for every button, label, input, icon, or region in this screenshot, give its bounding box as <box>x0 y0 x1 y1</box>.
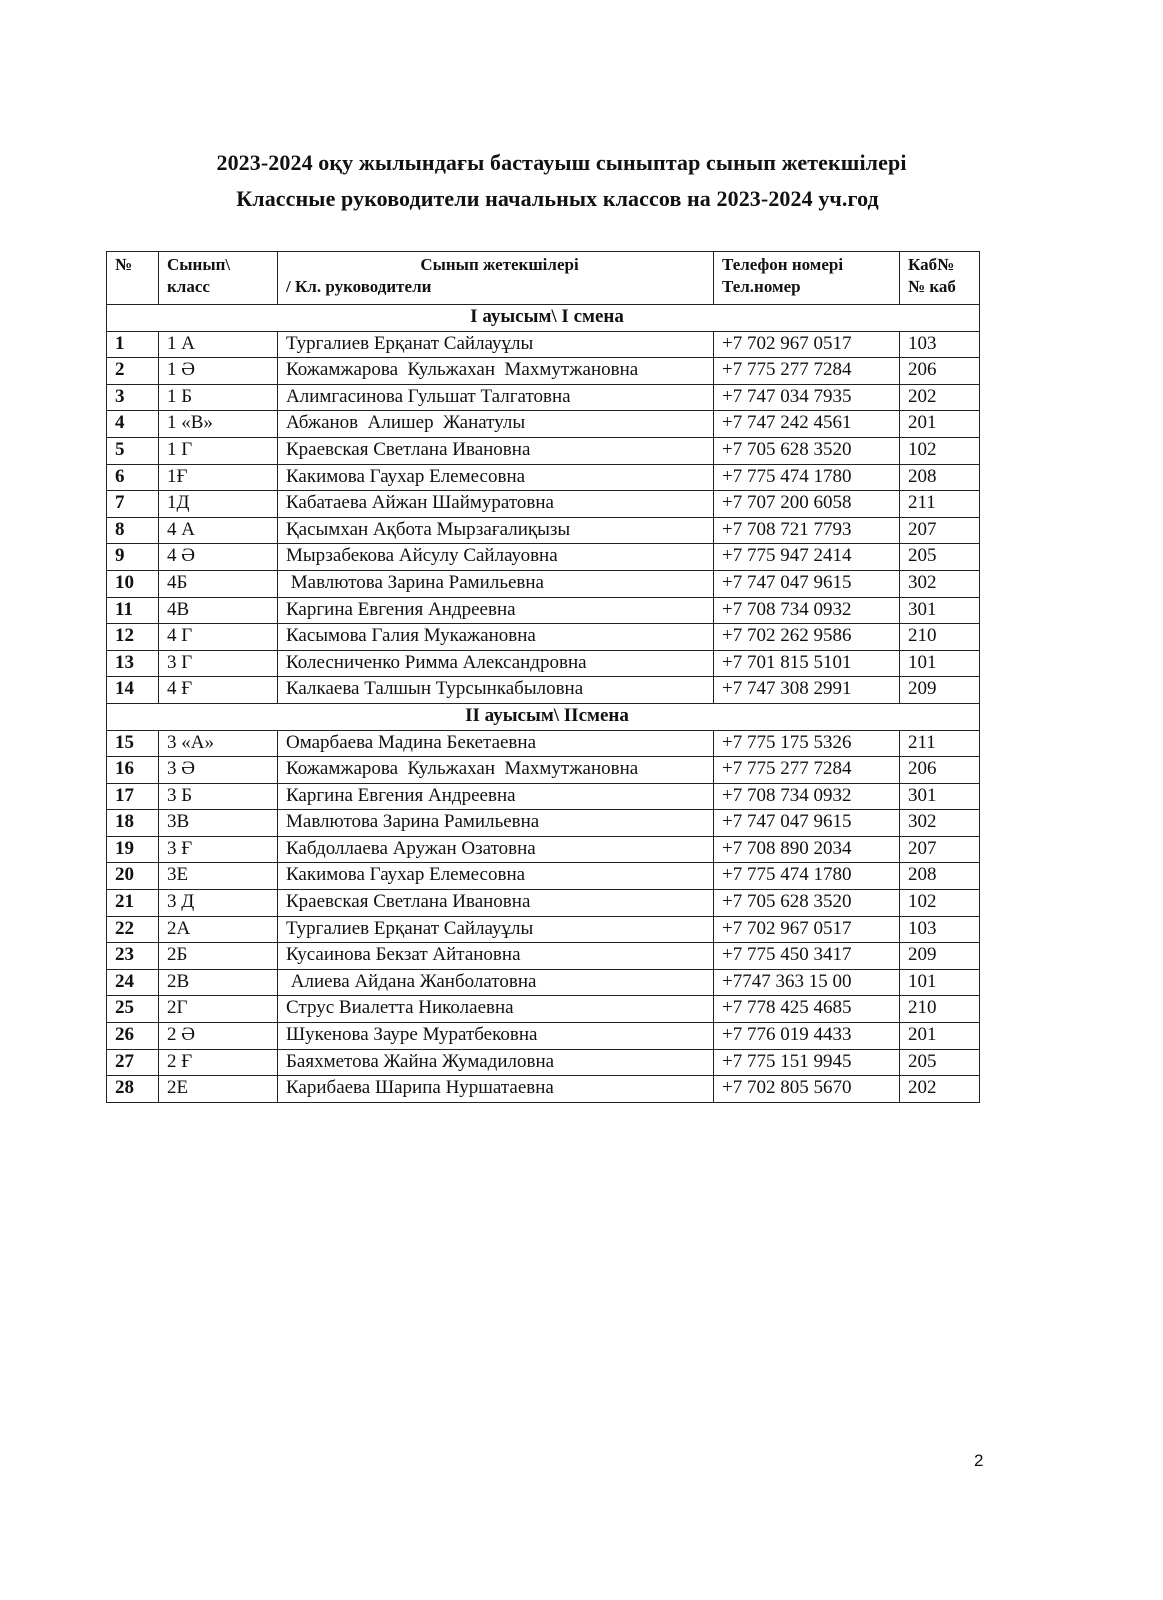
row-room: 211 <box>900 730 980 757</box>
row-class: 1Ғ <box>159 464 278 491</box>
table-row <box>107 358 980 385</box>
table-row <box>107 650 980 677</box>
row-number: 11 <box>107 597 159 624</box>
row-teacher: Карибаева Шарипа Нуршатаевна <box>278 1076 714 1103</box>
row-teacher: Кусаинова Бекзат Айтановна <box>278 943 714 970</box>
row-phone: +7 701 815 5101 <box>714 650 900 677</box>
table-row <box>107 491 980 518</box>
table-row <box>107 544 980 571</box>
row-phone: +7 702 805 5670 <box>714 1076 900 1103</box>
row-class: 3 Ә <box>159 757 278 784</box>
row-number: 24 <box>107 969 159 996</box>
row-teacher: Тургалиев Ерқанат Сайлауұлы <box>278 331 714 358</box>
row-number: 23 <box>107 943 159 970</box>
row-phone: +7 775 277 7284 <box>714 358 900 385</box>
table-row <box>107 464 980 491</box>
row-phone: +7 702 262 9586 <box>714 624 900 651</box>
row-teacher: Калкаева Талшын Турсынкабыловна <box>278 677 714 704</box>
row-class: 2 Ә <box>159 1023 278 1050</box>
table-row <box>107 437 980 464</box>
row-class: 1 Б <box>159 384 278 411</box>
row-room: 206 <box>900 757 980 784</box>
row-room: 201 <box>900 411 980 438</box>
row-class: 4Б <box>159 570 278 597</box>
row-teacher: Какимова Гаухар Елемесовна <box>278 464 714 491</box>
table-row <box>107 916 980 943</box>
table-row <box>107 597 980 624</box>
header-class: Сынып\ класс <box>159 252 278 305</box>
row-teacher: Какимова Гаухар Елемесовна <box>278 863 714 890</box>
row-phone: +7 708 721 7793 <box>714 517 900 544</box>
row-phone: +7 775 947 2414 <box>714 544 900 571</box>
row-teacher: Кабатаева Айжан Шаймуратовна <box>278 491 714 518</box>
row-teacher: Абжанов Алишер Жанатулы <box>278 411 714 438</box>
table-row <box>107 331 980 358</box>
row-phone: +7 708 734 0932 <box>714 783 900 810</box>
row-phone: +7 707 200 6058 <box>714 491 900 518</box>
row-class: 2Г <box>159 996 278 1023</box>
class-teachers-table <box>106 251 980 1103</box>
row-class: 1 А <box>159 331 278 358</box>
row-number: 4 <box>107 411 159 438</box>
table-row <box>107 570 980 597</box>
row-class: 4 Ә <box>159 544 278 571</box>
row-teacher: Краевская Светлана Ивановна <box>278 890 714 917</box>
row-teacher: Омарбаева Мадина Бекетаевна <box>278 730 714 757</box>
row-teacher: Мырзабекова Айсулу Сайлауовна <box>278 544 714 571</box>
row-room: 205 <box>900 544 980 571</box>
row-teacher: Қасымхан Ақбота Мырзағалиқызы <box>278 517 714 544</box>
row-phone: +7 775 151 9945 <box>714 1049 900 1076</box>
row-room: 201 <box>900 1023 980 1050</box>
header-teacher: Сынып жетекшілері / Кл. руководители <box>278 252 714 305</box>
row-teacher: Каргина Евгения Андреевна <box>278 783 714 810</box>
row-class: 4В <box>159 597 278 624</box>
table-row <box>107 517 980 544</box>
row-room: 101 <box>900 969 980 996</box>
table-row <box>107 757 980 784</box>
table-row <box>107 1023 980 1050</box>
row-phone: +7 775 277 7284 <box>714 757 900 784</box>
row-room: 301 <box>900 597 980 624</box>
row-teacher: Касымова Галия Мукажановна <box>278 624 714 651</box>
row-number: 10 <box>107 570 159 597</box>
row-phone: +7 775 175 5326 <box>714 730 900 757</box>
row-room: 207 <box>900 836 980 863</box>
row-teacher: Каргина Евгения Андреевна <box>278 597 714 624</box>
row-number: 12 <box>107 624 159 651</box>
table-row <box>107 730 980 757</box>
row-class: 3 Г <box>159 650 278 677</box>
header-number: № <box>107 252 159 305</box>
document-title-kazakh: 2023-2024 оқу жылындағы бастауыш сыныптар сынып жетекшілері <box>216 150 907 175</box>
row-phone: +7 747 242 4561 <box>714 411 900 438</box>
row-number: 14 <box>107 677 159 704</box>
row-room: 302 <box>900 570 980 597</box>
section-row-shift-1 <box>107 305 980 332</box>
row-teacher: Кабдоллаева Аружан Озатовна <box>278 836 714 863</box>
row-class: 2 Ғ <box>159 1049 278 1076</box>
row-number: 16 <box>107 757 159 784</box>
document-title-russian: Классные руководители начальных классов на 2023-2024 уч.год <box>236 186 879 211</box>
row-phone: +7 778 425 4685 <box>714 996 900 1023</box>
row-class: 2Б <box>159 943 278 970</box>
row-class: 1 «В» <box>159 411 278 438</box>
table-row <box>107 783 980 810</box>
row-number: 9 <box>107 544 159 571</box>
row-class: 2А <box>159 916 278 943</box>
row-class: 3В <box>159 810 278 837</box>
row-phone: +7 702 967 0517 <box>714 331 900 358</box>
table-row <box>107 863 980 890</box>
row-phone: +7 775 450 3417 <box>714 943 900 970</box>
table-row <box>107 836 980 863</box>
row-room: 301 <box>900 783 980 810</box>
row-teacher: Колесниченко Римма Александровна <box>278 650 714 677</box>
row-teacher: Мавлютова Зарина Рамильевна <box>278 570 714 597</box>
row-room: 210 <box>900 624 980 651</box>
row-room: 209 <box>900 943 980 970</box>
row-teacher: Шукенова Зауре Муратбековна <box>278 1023 714 1050</box>
table-row <box>107 890 980 917</box>
row-number: 28 <box>107 1076 159 1103</box>
row-number: 26 <box>107 1023 159 1050</box>
row-phone: +7 747 308 2991 <box>714 677 900 704</box>
table-row <box>107 943 980 970</box>
header-phone: Телефон номері Тел.номер <box>714 252 900 305</box>
row-phone: +7 775 474 1780 <box>714 464 900 491</box>
row-teacher: Струс Виалетта Николаевна <box>278 996 714 1023</box>
row-class: 3 Б <box>159 783 278 810</box>
row-teacher: Баяхметова Жайна Жумадиловна <box>278 1049 714 1076</box>
table-row <box>107 996 980 1023</box>
row-phone: +7 708 734 0932 <box>714 597 900 624</box>
row-number: 5 <box>107 437 159 464</box>
row-class: 1 Ә <box>159 358 278 385</box>
row-room: 302 <box>900 810 980 837</box>
row-number: 20 <box>107 863 159 890</box>
row-room: 103 <box>900 331 980 358</box>
row-number: 7 <box>107 491 159 518</box>
row-teacher: Краевская Светлана Ивановна <box>278 437 714 464</box>
row-phone: +7747 363 15 00 <box>714 969 900 996</box>
row-number: 21 <box>107 890 159 917</box>
row-teacher: Кожамжарова Кульжахан Махмутжановна <box>278 358 714 385</box>
row-number: 6 <box>107 464 159 491</box>
row-class: 3 Ғ <box>159 836 278 863</box>
row-phone: +7 747 047 9615 <box>714 810 900 837</box>
row-teacher: Мавлютова Зарина Рамильевна <box>278 810 714 837</box>
table-row <box>107 810 980 837</box>
table-row <box>107 1049 980 1076</box>
row-phone: +7 702 967 0517 <box>714 916 900 943</box>
table-row <box>107 1076 980 1103</box>
row-phone: +7 708 890 2034 <box>714 836 900 863</box>
table-header-row <box>107 252 980 305</box>
row-number: 2 <box>107 358 159 385</box>
section-row-shift-2 <box>107 703 980 730</box>
row-phone: +7 747 034 7935 <box>714 384 900 411</box>
row-room: 207 <box>900 517 980 544</box>
row-room: 101 <box>900 650 980 677</box>
row-teacher: Тургалиев Ерқанат Сайлауұлы <box>278 916 714 943</box>
row-room: 102 <box>900 890 980 917</box>
row-room: 103 <box>900 916 980 943</box>
row-phone: +7 747 047 9615 <box>714 570 900 597</box>
row-class: 3 Д <box>159 890 278 917</box>
row-teacher: Алимгасинова Гульшат Талгатовна <box>278 384 714 411</box>
row-room: 206 <box>900 358 980 385</box>
table-row <box>107 411 980 438</box>
row-room: 202 <box>900 384 980 411</box>
row-number: 19 <box>107 836 159 863</box>
table-row <box>107 384 980 411</box>
row-number: 1 <box>107 331 159 358</box>
row-class: 2В <box>159 969 278 996</box>
row-number: 17 <box>107 783 159 810</box>
row-class: 1 Г <box>159 437 278 464</box>
row-number: 18 <box>107 810 159 837</box>
row-room: 209 <box>900 677 980 704</box>
row-room: 202 <box>900 1076 980 1103</box>
shift-1-label: І ауысым\ І смена <box>107 305 980 332</box>
row-room: 102 <box>900 437 980 464</box>
row-class: 3Е <box>159 863 278 890</box>
row-class: 4 Г <box>159 624 278 651</box>
row-number: 25 <box>107 996 159 1023</box>
row-teacher: Кожамжарова Кульжахан Махмутжановна <box>278 757 714 784</box>
row-phone: +7 776 019 4433 <box>714 1023 900 1050</box>
row-room: 208 <box>900 464 980 491</box>
table-row <box>107 969 980 996</box>
row-class: 4 А <box>159 517 278 544</box>
row-number: 15 <box>107 730 159 757</box>
table-row <box>107 624 980 651</box>
row-number: 13 <box>107 650 159 677</box>
table-row <box>107 677 980 704</box>
row-room: 205 <box>900 1049 980 1076</box>
row-phone: +7 775 474 1780 <box>714 863 900 890</box>
row-phone: +7 705 628 3520 <box>714 437 900 464</box>
row-number: 8 <box>107 517 159 544</box>
row-room: 211 <box>900 491 980 518</box>
row-phone: +7 705 628 3520 <box>714 890 900 917</box>
row-teacher: Алиева Айдана Жанболатовна <box>278 969 714 996</box>
row-number: 22 <box>107 916 159 943</box>
row-class: 3 «А» <box>159 730 278 757</box>
row-class: 1Д <box>159 491 278 518</box>
row-class: 2Е <box>159 1076 278 1103</box>
header-room: Каб№ № каб <box>900 252 980 305</box>
row-number: 27 <box>107 1049 159 1076</box>
row-class: 4 Ғ <box>159 677 278 704</box>
page-number: 2 <box>974 1451 984 1470</box>
row-room: 208 <box>900 863 980 890</box>
shift-2-label: ІІ ауысым\ ІІсмена <box>107 703 980 730</box>
row-room: 210 <box>900 996 980 1023</box>
row-number: 3 <box>107 384 159 411</box>
